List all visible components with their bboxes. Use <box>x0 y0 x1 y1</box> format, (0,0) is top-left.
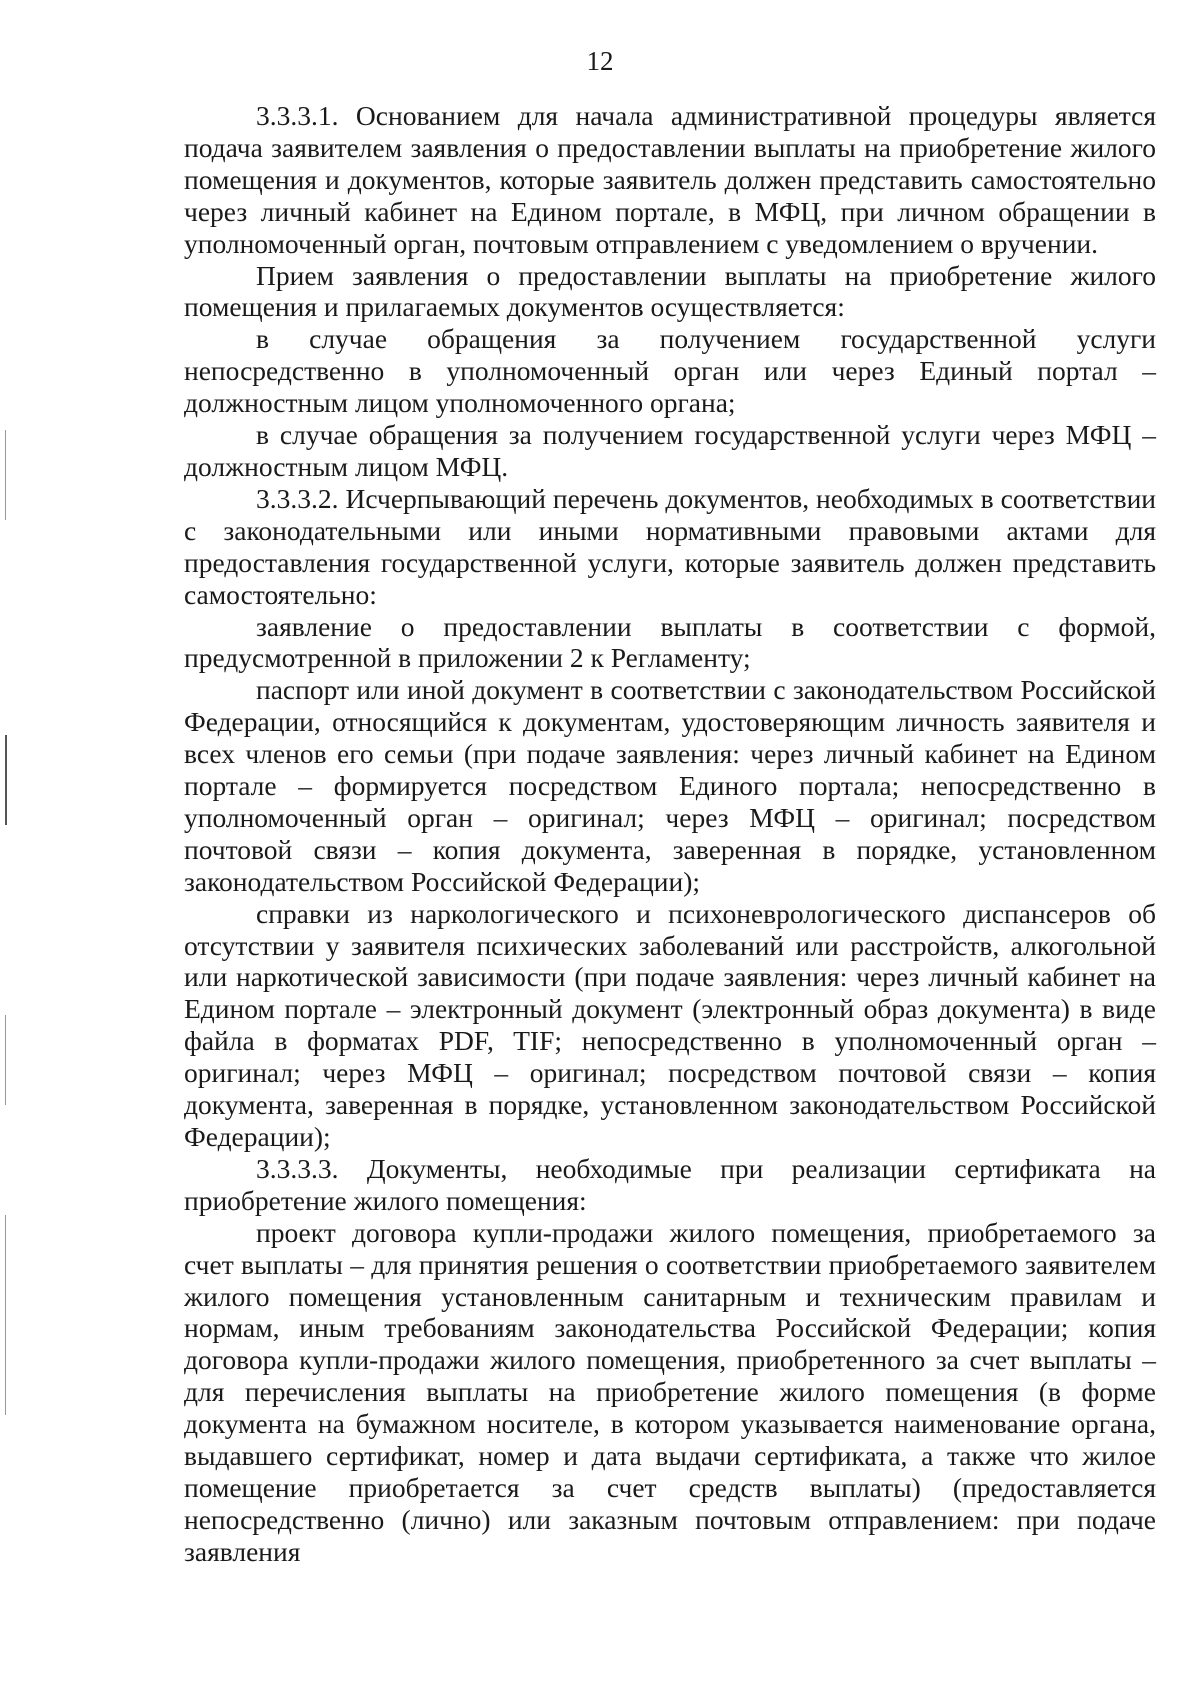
scan-artifact <box>5 1215 6 1415</box>
scan-artifact <box>5 735 7 825</box>
document-body <box>184 100 1156 1568</box>
paragraph-3-3-3-1: 3.3.3.1. Основанием для начала административной процедуры является подача заявителем заявления о предоставлении выплаты на приобретение жилого помещения и документов, которые заявитель должен представить самостоятельно через личный кабинет на Едином портале, в МФЦ, при личном обращении в уполномоченный орган, почтовым отправлением с уведомлением о вручении. <box>184 100 1156 259</box>
paragraph-reception: Прием заявления о предоставлении выплаты на приобретение жилого помещения и прилагаемых документов осуществляется: <box>184 259 1156 323</box>
paragraph-3-3-3-3: 3.3.3.3. Документы, необходимые при реализации сертификата на приобретение жилого помещения: <box>184 1152 1156 1216</box>
paragraph-3-3-3-2: 3.3.3.2. Исчерпывающий перечень документов, необходимых в соответствии с законодательными или иными нормативными правовыми актами для предоставления государственной услуги, которые заявитель должен представить самостоятельно: <box>184 482 1156 610</box>
paragraph-medical-certificates: справки из наркологического и психоневрологического диспансеров об отсутствии у заявителя психических заболеваний или расстройств, алкогольной или наркотической зависимости (при подаче заявления: через личный кабинет на Едином портале – электронный документ (электронный образ документа) в виде файла в форматах PDF, TIF; непосредственно в уполномоченный орган – оригинал; через МФЦ – оригинал; посредством почтовой связи – копия документа, заверенная в порядке, установленном законодательством Российской Федерации); <box>184 897 1156 1152</box>
scan-artifact <box>5 1015 6 1105</box>
scan-artifact <box>5 430 6 520</box>
page-number: 12 <box>586 46 614 76</box>
paragraph-reception-mfc: в случае обращения за получением государственной услуги через МФЦ – должностным лицом МФЦ. <box>184 419 1156 482</box>
paragraph-purchase-contract: проект договора купли-продажи жилого помещения, приобретаемого за счет выплаты – для принятия решения о соответствии приобретаемого заявителем жилого помещения установленным санитарным и техническим правилам и нормам, иным требованиям законодательства Российской Федерации; копия договора купли-продажи жилого помещения, приобретенного за счет выплаты – для перечисления выплаты на приобретение жилого помещения (в форме документа на бумажном носителе, в котором указывается наименование органа, выдавшего сертификат, номер и дата выдачи сертификата, а также что жилое помещение приобретается за счет средств выплаты) (предоставляется непосредственно (лично) или заказным почтовым отправлением: при подаче заявления <box>184 1216 1156 1567</box>
paragraph-passport: паспорт или иной документ в соответствии с законодательством Российской Федерации, относящийся к документам, удостоверяющим личность заявителя и всех членов его семьи (при подаче заявления: через личный кабинет на Едином портале – формируется посредством Единого портала; непосредственно в уполномоченный орган – оригинал; через МФЦ – оригинал; посредством почтовой связи – копия документа, заверенная в порядке, установленном законодательством Российской Федерации); <box>184 674 1156 897</box>
paragraph-reception-authority: в случае обращения за получением государственной услуги непосредственно в уполномоченный орган или через Единый портал – должностным лицом уполномоченного органа; <box>184 323 1156 419</box>
paragraph-application-form: заявление о предоставлении выплаты в соответствии с формой, предусмотренной в приложении 2 к Регламенту; <box>184 610 1156 674</box>
